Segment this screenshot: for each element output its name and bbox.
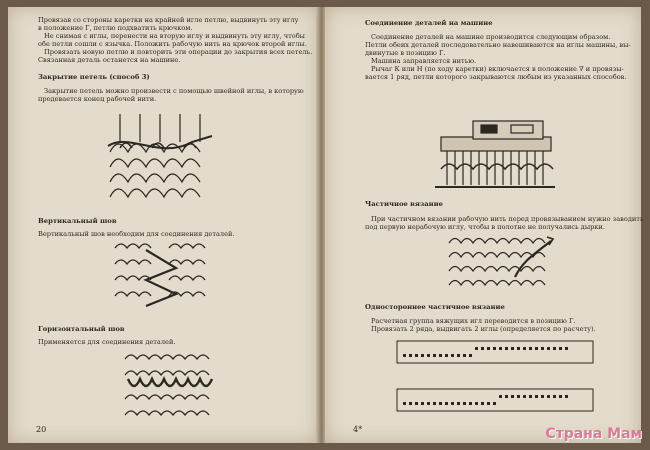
text-line: Провязать 2 ряда, выдвигать 2 иглы (определяется по расчету).	[371, 325, 596, 333]
needle-position-diagrams	[395, 339, 595, 425]
section-heading: Вертикальный шов	[38, 217, 117, 225]
text-line: Применяется для соединения деталей.	[38, 338, 176, 346]
text-line: Рычаг К или Н (по ходу каретки) включается в положение ∇ и провязы-	[371, 65, 624, 73]
bind-off-illustration	[100, 112, 220, 200]
left-page	[8, 7, 318, 443]
text-line: продевается конец рабочей нити.	[38, 95, 157, 103]
section-heading: Соединение деталей на машине	[365, 19, 493, 27]
partial-knitting-illustration	[445, 233, 555, 291]
text-line: При частичном вязании рабочую нить перед провязыванием нужно заводить	[371, 215, 644, 223]
text-line: Вертикальный шов необходим для соединения деталей.	[38, 230, 235, 238]
text-line: обе петли сошли с язычка. Положить рабочую нить на крючок второй иглы.	[38, 40, 307, 48]
vertical-seam-illustration	[110, 240, 210, 310]
text-line: Провязав со стороны каретки на крайней игле петлю, выдвинуть эту иглу	[38, 16, 299, 24]
right-page	[325, 7, 644, 443]
text-line: Соединение деталей на машине производится следующим образом.	[371, 33, 611, 41]
text-line: Связанная деталь останется на машине.	[38, 56, 181, 64]
text-line: вается 1 ряд, петли которого закрываются любым из указанных способов.	[365, 73, 627, 81]
section-heading: Закрытие петель (способ 3)	[38, 73, 150, 81]
text-line: Провязать новую петлю и повторить эти операции до закрытия всех петель.	[44, 48, 313, 56]
text-line: Расчетная группа вяжущих игл переводится в позицию Г.	[371, 317, 576, 325]
section-heading: Одностороннее частичное вязание	[365, 303, 505, 311]
text-line: под первую нерабочую иглу, чтобы в полотне не получались дырки.	[365, 223, 605, 231]
text-line: Закрытие петель можно произвести с помощью швейной иглы, в которую	[44, 87, 304, 95]
text-line: в положение Г, петлю подхватить крючком.	[38, 24, 193, 32]
section-heading: Горизонтальный шов	[38, 325, 125, 333]
page-number: 4*	[353, 425, 363, 434]
section-heading: Частичное вязание	[365, 200, 444, 208]
knitting-machine-illustration	[433, 115, 559, 195]
watermark-logo: Страна Мам	[545, 426, 642, 442]
horizontal-seam-illustration	[120, 349, 220, 419]
text-line: Машина заправляется нитью.	[371, 57, 477, 65]
text-line: двинутые в позицию Г.	[365, 49, 446, 57]
text-line: Не снимая с иглы, перенести на вторую иглу и выдвинуть эту иглу, чтобы	[44, 32, 305, 40]
page-number: 20	[36, 425, 47, 434]
text-line: Петли обеих деталей последовательно навешиваются на иглы машины, вы-	[365, 41, 631, 49]
